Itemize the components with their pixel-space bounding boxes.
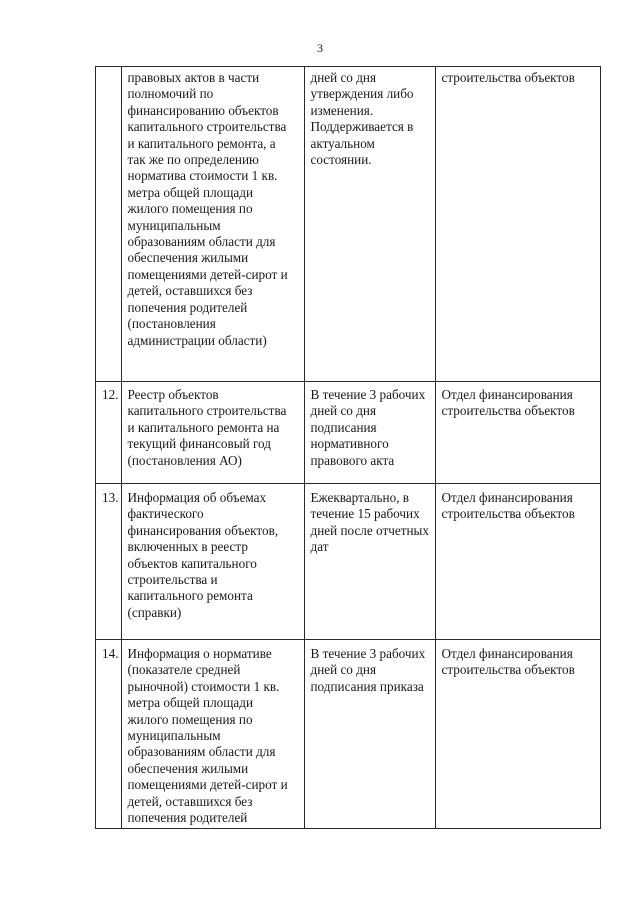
document-table	[95, 66, 601, 829]
row-number: 14.	[102, 646, 119, 661]
document-name: Реестр объектов капитального строительства и капитального ремонта на текущий финансовый год (постановления АО)	[127, 387, 287, 468]
document-name-cell	[122, 640, 305, 829]
responsible-cell	[436, 640, 601, 829]
responsible-cell	[436, 67, 601, 382]
row-number-cell	[96, 67, 122, 382]
deadline-cell	[305, 382, 436, 484]
document-name: Информация об объемах фактического финансирования объектов, включенных в реестр объектов капитального строительства и капитального ремонта (справки)	[127, 490, 279, 620]
deadline-text: В течение 3 рабочих дней со дня подписания нормативного правового акта	[310, 387, 426, 468]
responsible-department: Отдел финансирования строительства объектов	[441, 490, 575, 522]
responsible-department: Отдел финансирования строительства объектов	[441, 646, 575, 678]
row-number-cell	[96, 640, 122, 829]
table-row	[96, 382, 601, 484]
deadline-text: В течение 3 рабочих дней со дня подписания приказа	[310, 646, 426, 694]
document-name-cell	[122, 484, 305, 640]
responsible-cell	[436, 382, 601, 484]
table-row	[96, 640, 601, 829]
responsible-department: Отдел финансирования строительства объектов	[441, 387, 575, 419]
table-row	[96, 484, 601, 640]
document-name: Информация о нормативе (показателе средней рыночной) стоимости 1 кв. метра общей площади жилого помещения по муниципальным образованиям области для обеспечения жилыми помещениями детей-сирот и детей, оставшихся без попечения родителей	[127, 646, 288, 826]
deadline-cell	[305, 640, 436, 829]
responsible-department: строительства объектов	[441, 70, 575, 85]
row-number-cell	[96, 484, 122, 640]
row-number: 12.	[102, 387, 119, 402]
deadline-text: Ежеквартально, в течение 15 рабочих дней после отчетных дат	[310, 490, 429, 555]
deadline-cell	[305, 484, 436, 640]
row-number-cell	[96, 382, 122, 484]
row-number: 13.	[102, 490, 119, 505]
page-number: 3	[317, 41, 323, 55]
document-name-cell	[122, 382, 305, 484]
responsible-cell	[436, 484, 601, 640]
table-row	[96, 67, 601, 382]
deadline-text: дней со дня утверждения либо изменения. Поддерживается в актуальном состоянии.	[310, 70, 414, 168]
deadline-cell	[305, 67, 436, 382]
document-name-cell	[122, 67, 305, 382]
document-name: правовых актов в части полномочий по финансированию объектов капитального строительства и капитального ремонта, а так же по определению норматива стоимости 1 кв. метра общей площади жилого помещения по муниципальным образованиям области для обеспечения жилыми помещениями детей-сирот и детей, оставшихся без попечения родителей (постановления администрации области)	[127, 70, 288, 348]
